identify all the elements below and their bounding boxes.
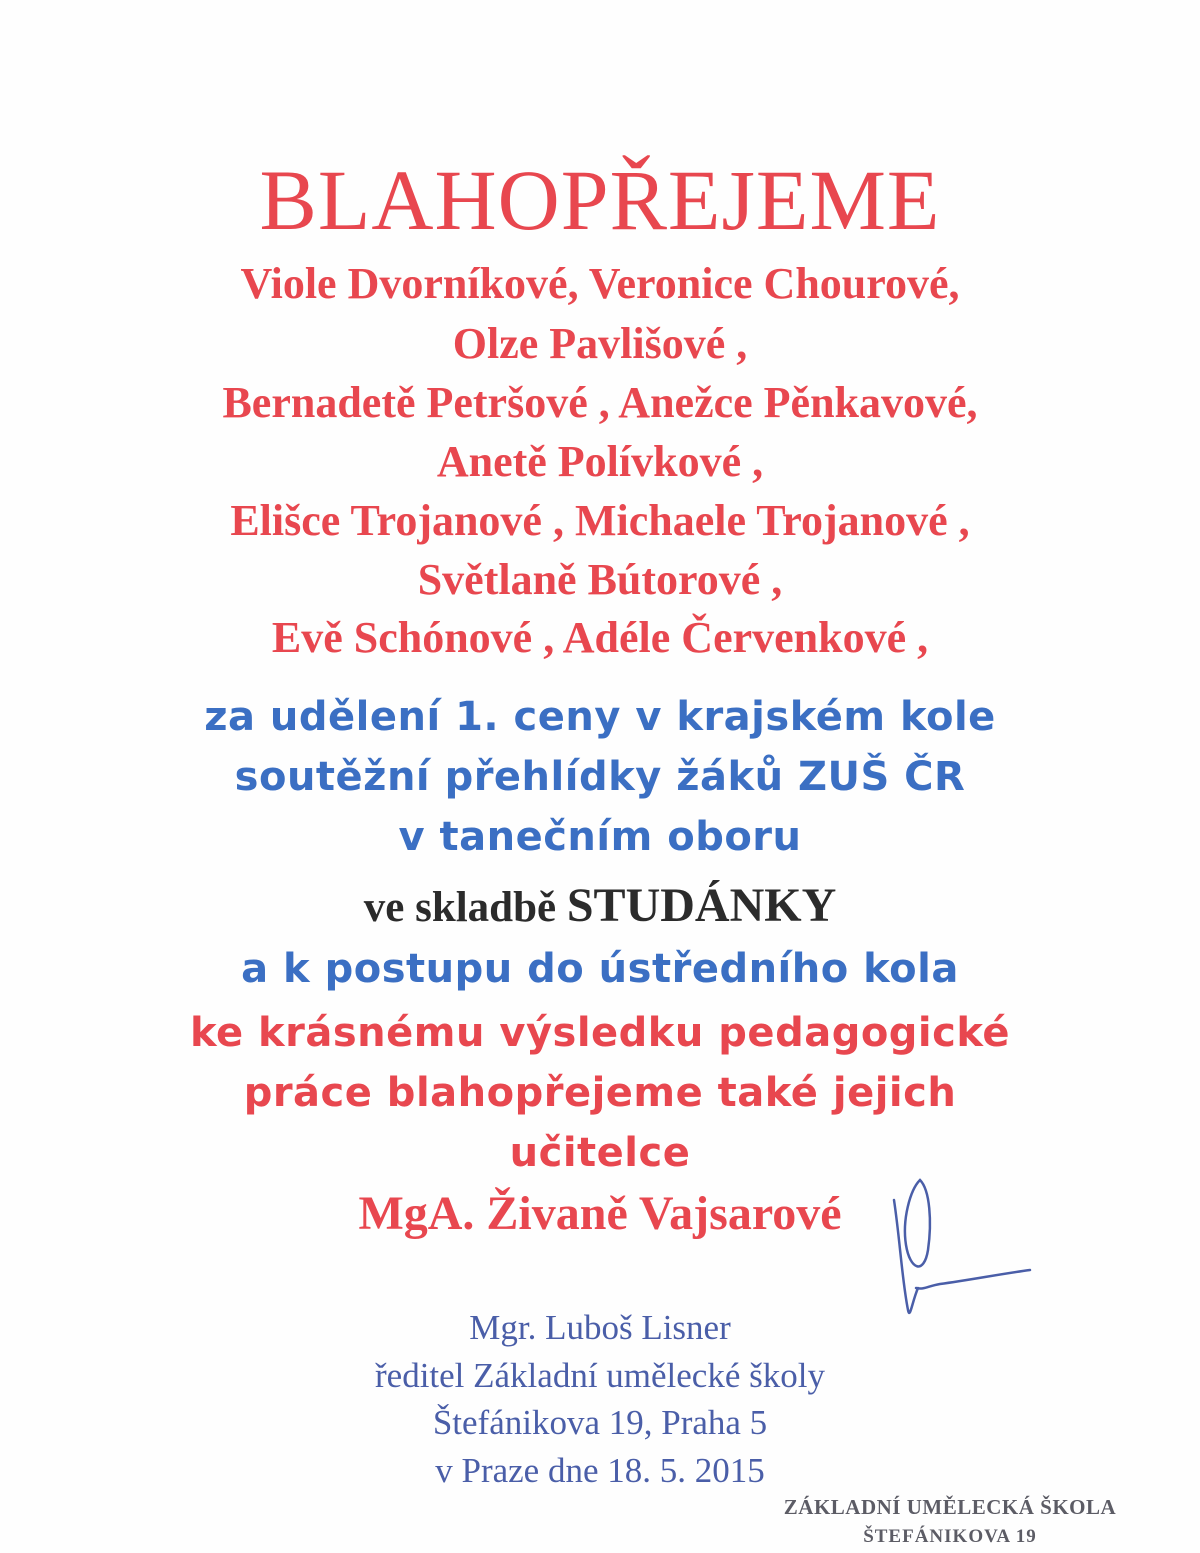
names-line-4: Anetě Polívkové , [436,437,764,486]
school-stamp [760,1495,1140,1548]
signatory-name: Mgr. Luboš Lisner [469,1308,731,1347]
names-line-6: Světlaně Bútorové , [417,555,783,604]
piece-prefix: ve skladbě [363,884,567,931]
advance-line: a k postupu do ústředního kola [241,946,959,992]
award-line-2: soutěžní přehlídky žáků ZUŠ ČR [234,754,966,800]
piece-title: STUDÁNKY [566,879,837,932]
names-line-5: Elišce Trojanové , Michaele Trojanové , [230,496,970,545]
teacher-name: MgA. Živaně Vajsarové [358,1187,842,1240]
stamp-line-2: ŠTEFÁNIKOVA 19 [863,1526,1037,1547]
teacher-note-line-1: ke krásnému výsledku pedagogické [189,1010,1011,1056]
award-line-1: za udělení 1. ceny v krajském kole [204,694,996,740]
piece-line [0,878,1200,933]
teacher-note-line-3: učitelce [509,1130,691,1176]
heading: BLAHOPŘEJEME [259,152,941,248]
stamp-line-1: ZÁKLADNÍ UMĚLECKÁ ŠKOLA [783,1495,1117,1519]
names-line-2: Olze Pavlišové , [452,319,748,368]
signatory-address: Štefánikova 19, Praha 5 [432,1403,768,1442]
signatory-title: ředitel Základní umělecké školy [375,1356,825,1395]
award-line-3: v tanečním oboru [398,814,802,860]
names-line-1: Viole Dvorníkové, Veronice Chourové, [240,259,960,308]
names-line-3: Bernadetě Petršové , Anežce Pěnkavové, [222,378,978,427]
names-line-7: Evě Schónové , Adéle Červenkové , [271,613,929,662]
signatory-date: v Praze dne 18. 5. 2015 [435,1451,765,1490]
teacher-note-line-2: práce blahopřejeme také jejich [243,1070,957,1116]
